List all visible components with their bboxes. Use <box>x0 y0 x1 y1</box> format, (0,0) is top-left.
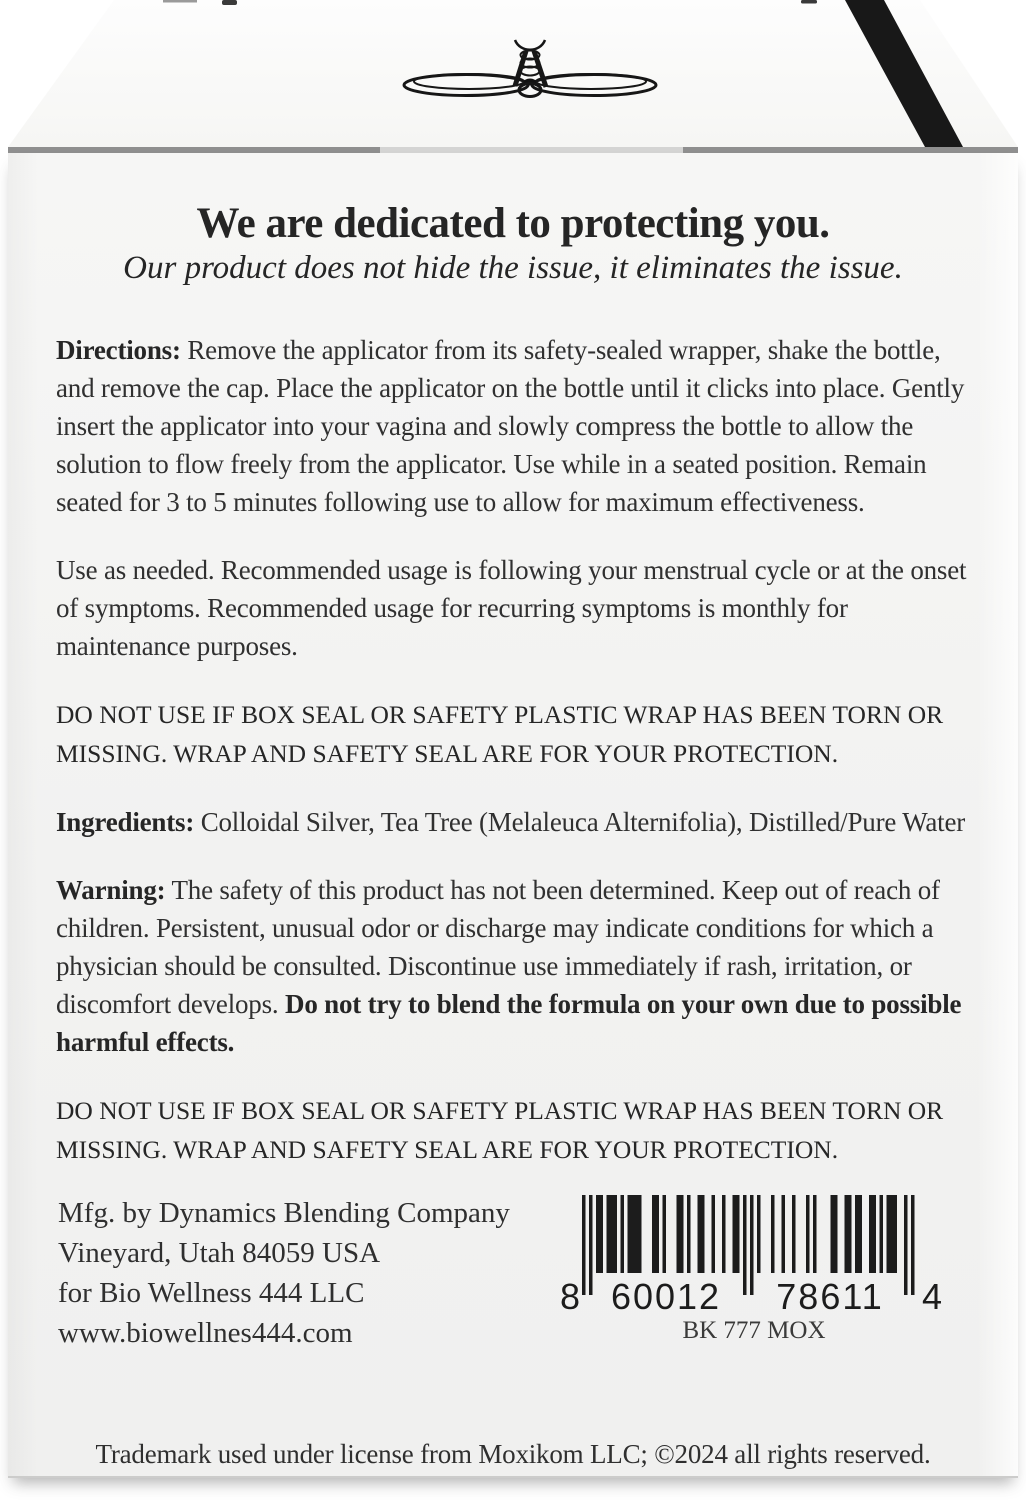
manufacturer-block <box>56 1193 510 1353</box>
directions-label: Directions: <box>56 335 181 365</box>
ingredients-paragraph <box>56 803 970 841</box>
mfg-line: Mfg. by Dynamics Blending Company <box>58 1197 510 1229</box>
flap-tip-mark <box>801 0 817 4</box>
warning-paragraph <box>56 871 970 1061</box>
barcode-graphic <box>558 1195 958 1345</box>
ingredients-label: Ingredients: <box>56 807 195 837</box>
upc-barcode <box>558 1195 958 1345</box>
usage-paragraph: Use as needed. Recommended usage is following your menstrual cycle or at the onset of symptoms. Recommended usage for recurring symptoms is monthly for maintenance purposes. <box>56 555 967 661</box>
warning-text: The safety of this product has not been determined. Keep out of reach of children. Persistent, unusual odor or discharge may indicate conditions for which a physician should be consulted. Discontinue use immediately if rash, irritation, or discomfort develops. <box>56 875 940 1019</box>
trademark-line: Trademark used under license from Moxikom LLC; ©2024 all rights reserved. <box>95 1439 931 1469</box>
subheadline: Our product does not hide the issue, it eliminates the issue. <box>123 250 903 286</box>
mfg-line: www.biowellnes444.com <box>58 1317 353 1349</box>
seal-warning-1: DO NOT USE IF BOX SEAL OR SAFETY PLASTIC WRAP HAS BEEN TORN OR MISSING. WRAP AND SAFETY SEAL ARE FOR YOUR PROTECTION. <box>56 700 944 768</box>
box-front-panel <box>8 153 1018 1478</box>
barcode-group-1: 60012 <box>610 1276 722 1317</box>
mfg-line: Vineyard, Utah 84059 USA <box>58 1237 381 1269</box>
flap-tip-mark <box>222 0 237 5</box>
footer-row <box>56 1193 970 1353</box>
warning-bold-tail: Do not try to blend the formula on your own due to possible harmful effects. <box>56 989 962 1057</box>
flap-tip-mark <box>163 0 197 3</box>
ingredients-text: Colloidal Silver, Tea Tree (Melaleuca Alternifolia), Distilled/Pure Water <box>200 807 966 837</box>
warning-label: Warning: <box>56 875 166 905</box>
barcode-digit-right: 4 <box>922 1276 943 1317</box>
headline: We are dedicated to protecting you. <box>196 200 830 247</box>
barcode-code-label: BK 777 MOX <box>682 1317 826 1344</box>
box-top-face <box>0 0 1026 153</box>
mfg-line: for Bio Wellness 444 LLC <box>58 1277 365 1309</box>
barcode-digit-left: 8 <box>560 1276 581 1317</box>
directions-text: Remove the applicator from its safety-sealed wrapper, shake the bottle, and remove the cap. Place the applicator on the bottle until it clicks into place. Gently insert the applicator into your vagina and slowly compress the bottle to allow the solution to flow freely from the applicator. Use while in a seated position. Remain seated for 3 to 5 minutes following use to allow for maximum effectiveness. <box>56 335 965 517</box>
seal-warning-2: DO NOT USE IF BOX SEAL OR SAFETY PLASTIC WRAP HAS BEEN TORN OR MISSING. WRAP AND SAFETY SEAL ARE FOR YOUR PROTECTION. <box>56 1096 944 1164</box>
directions-paragraph <box>56 331 970 521</box>
barcode-group-2: 78611 <box>776 1276 884 1317</box>
